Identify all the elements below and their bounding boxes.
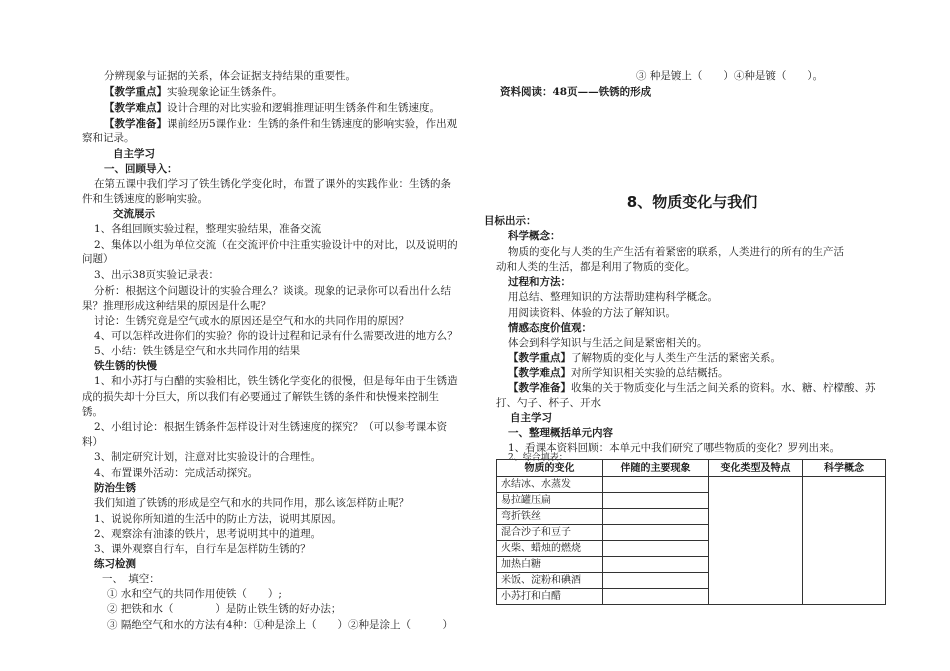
exercise-item: ① 水和空气的共同作用使铁（ ）; [107, 588, 282, 600]
text-line: 1、说说你所知道的生活中的防止方法，说明其原因。 [94, 513, 343, 525]
preparation-line [82, 117, 474, 131]
section-heading: 自主学习 [510, 412, 552, 424]
fill-in-heading: 一、 填空： [102, 573, 160, 585]
difficulty-text: 设计合理的对比实验和逻辑推理证明生锈条件和生锈速度。 [167, 102, 440, 114]
table-cell[interactable] [603, 589, 709, 605]
preparation-line [496, 381, 888, 395]
difficulty-label: 【教学难点】 [508, 367, 571, 379]
table-header: 科学概念 [803, 460, 886, 477]
table-cell-merged[interactable] [709, 477, 803, 605]
exercise-item: ② 把铁和水（ ）是防止铁生锈的好办法； [107, 603, 342, 615]
table-cell[interactable] [603, 509, 709, 525]
text-line: 2、小组讨论：根据生锈条件怎样设计对生锈速度的探究？（可以参考课本资 [94, 421, 448, 433]
preparation-label: 【教学准备】 [104, 118, 167, 130]
text-line: 4、布置课外活动：完成活动探究。 [94, 467, 259, 479]
text-line: 在第五课中我们学习了铁生锈化学变化时，布置了课外的实践作业：生锈的条 [94, 178, 451, 190]
preparation-label: 【教学准备】 [508, 382, 571, 394]
table-cell[interactable] [603, 557, 709, 573]
difficulty-line [496, 366, 888, 380]
text-line: 1、和小苏打与白醋的实验相比，铁生锈化学变化的很慢，但是每年由于生锈造 [94, 375, 458, 387]
table-cell: 米饭、淀粉和碘酒 [497, 573, 603, 589]
table-cell: 水结冰、水蒸发 [497, 477, 603, 493]
text-line: 3、课外观察自行车，自行车是怎样防生锈的？ [94, 543, 311, 555]
exercise-item: ③ 隔绝空气和水的方法有4种：①种是涂上（ ）②种是涂上（ ） [107, 619, 454, 631]
table-cell-merged[interactable] [803, 477, 886, 605]
table-cell: 火柴、蜡烛的燃烧 [497, 541, 603, 557]
text-line: 体会到科学知识与生活之间是紧密相关的。 [508, 337, 708, 349]
text-line: 1、各组回顾实验过程，整理实验结果，准备交流 [94, 223, 322, 235]
difficulty-line [82, 101, 474, 115]
text-line: 2、观察涂有油漆的铁片，思考说明其中的道理。 [94, 528, 322, 540]
text-line: 成的损失却十分巨大，所以我们有必要通过了解铁生锈的条件和快慢来控制生 [82, 391, 439, 403]
text-line: 3、制定研究计划，注意对比实验设计的合理性。 [94, 451, 322, 463]
key-point-label: 【教学重点】 [104, 86, 167, 98]
text-line: 锈。 [82, 406, 103, 418]
text-line: 打、勺子、杯子、开水 [496, 397, 601, 409]
table-header: 变化类型及特点 [709, 460, 803, 477]
table-cell[interactable] [603, 573, 709, 589]
difficulty-label: 【教学难点】 [104, 102, 167, 114]
section-heading: 练习检测 [94, 558, 136, 570]
text-line: 动和人类的生活，都是利用了物质的变化。 [496, 261, 696, 273]
section-heading: 科学概念： [508, 230, 561, 242]
text-line: 物质的变化与人类的生产生活有着紧密的联系，人类进行的所有的生产活 [508, 246, 844, 258]
section-heading: 过程和方法： [508, 276, 571, 288]
text-line: 我们知道了铁锈的形成是空气和水的共同作用，那么该怎样防止呢？ [94, 497, 409, 509]
preparation-text: 课前经历5课作业：生锈的条件和生锈速度的影响实验，作出观 [167, 118, 458, 130]
text-line: 问题） [82, 253, 114, 265]
text-line: 料） [82, 436, 103, 448]
text-line: 分析：根据这个问题设计的实验合理么？谈谈。现象的记录你可以看出什么结 [94, 285, 451, 297]
text-line: 3、出示38页实验记录表： [94, 269, 220, 281]
text-line: 用总结、整理知识的方法帮助建构科学概念。 [508, 291, 718, 303]
key-point-text: 实验现象论证生锈条件。 [167, 86, 283, 98]
summary-table [496, 459, 886, 605]
table-row [497, 477, 886, 493]
text-line: 2、综合填表： [508, 453, 568, 463]
table-cell[interactable] [603, 525, 709, 541]
lesson-title: 8、物质变化与我们 [626, 193, 758, 211]
section-heading: 一、整理概括单元内容 [508, 427, 613, 439]
text-line: 件和生锈速度的影响实验。 [82, 193, 208, 205]
table-cell: 小苏打和白醋 [497, 589, 603, 605]
table-header-row [497, 460, 886, 477]
table-header: 伴随的主要现象 [603, 460, 709, 477]
key-point-line [496, 351, 888, 365]
key-point-label: 【教学重点】 [508, 352, 571, 364]
table-cell[interactable] [603, 493, 709, 509]
table-cell: 加热白糖 [497, 557, 603, 573]
text-line: 察和记录。 [82, 132, 135, 144]
table-header: 物质的变化 [497, 460, 603, 477]
key-point-text: 了解物质的变化与人类生产生活的紧密关系。 [571, 352, 781, 364]
difficulty-text: 对所学知识相关实验的总结概括。 [571, 367, 729, 379]
text-line: 分辨现象与证据的关系，体会证据支持结果的重要性。 [104, 70, 356, 82]
text-line: 4、可以怎样改进你们的实验？你的设计过程和记录有什么需要改进的地方么？ [94, 330, 458, 342]
reading-reference: 资料阅读：48页——铁锈的形成 [500, 86, 652, 98]
table-cell[interactable] [603, 477, 709, 493]
text-line: 用阅读资料、体验的方法了解知识。 [508, 307, 676, 319]
section-heading: 目标出示： [484, 215, 537, 227]
section-heading: 情感态度价值观： [508, 322, 592, 334]
table-cell[interactable] [603, 541, 709, 557]
text-line: 讨论：生锈究竟是空气或水的原因还是空气和水的共同作用的原因？ [94, 315, 409, 327]
section-heading: 防治生锈 [94, 482, 136, 494]
section-heading: 一、回顾导入： [104, 163, 178, 175]
text-line: 5、小结：铁生锈是空气和水共同作用的结果 [94, 345, 301, 357]
section-heading: 自主学习 [113, 148, 155, 160]
text-line: 1、看课本资料回顾：本单元中我们研究了哪些物质的变化？罗列出来。 [508, 442, 841, 454]
text-line: 2、集体以小组为单位交流（在交流评价中注重实验设计中的对比，以及说明的 [94, 239, 458, 251]
table-cell: 混合沙子和豆子 [497, 525, 603, 541]
key-point-line [82, 85, 474, 99]
section-heading: 交流展示 [113, 208, 155, 220]
table-cell: 弯折铁丝 [497, 509, 603, 525]
section-heading: 铁生锈的快慢 [94, 360, 157, 372]
preparation-text: 收集的关于物质变化与生活之间关系的资料。水、糖、柠檬酸、苏 [571, 382, 876, 394]
table-cell: 易拉罐压扁 [497, 493, 603, 509]
text-line: 果？推理形成这种结果的原因是什么呢？ [82, 300, 271, 312]
exercise-item: ③ 种是镀上（ ）④种是镀（ ）。 [636, 70, 824, 82]
